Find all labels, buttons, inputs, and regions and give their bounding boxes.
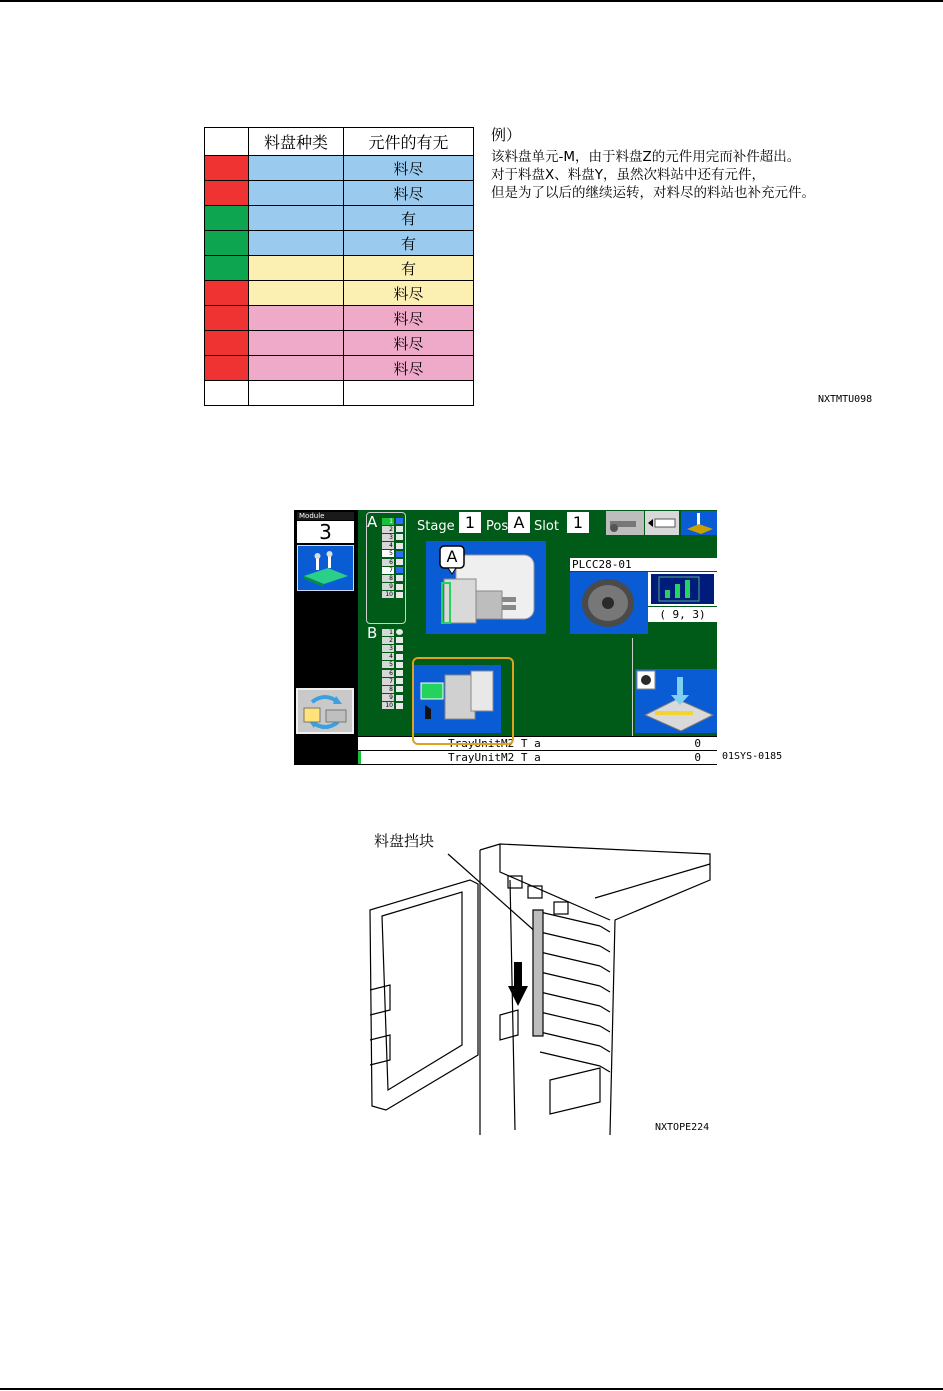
- status-color-cell: [205, 256, 249, 281]
- group-a-slots: [382, 517, 416, 599]
- tray-unit-panel[interactable]: [426, 541, 546, 634]
- component-presence-cell: 有: [344, 256, 474, 281]
- tray-coords: ( 9, 3): [648, 607, 717, 622]
- tray-mode-icon[interactable]: [645, 511, 679, 535]
- component-presence-cell: 有: [344, 206, 474, 231]
- example-line-3: 但是为了以后的继续运转，对料尽的料站也补充元件。: [491, 185, 815, 201]
- table-row: [205, 281, 474, 306]
- figure-code-drawing: NXTOPE224: [655, 1122, 710, 1133]
- pos-label: Pos: [486, 519, 509, 534]
- slot-b-9[interactable]: 9: [382, 694, 416, 702]
- table-row: [205, 356, 474, 381]
- tray-stopper-drawing: [360, 840, 720, 1140]
- tray-type-cell: [249, 231, 344, 256]
- status-color-cell: [205, 156, 249, 181]
- feeder-mode-icon[interactable]: [606, 511, 644, 535]
- status-color-cell: [205, 381, 249, 406]
- slot-a-9[interactable]: 9: [382, 583, 416, 591]
- example-heading: 例）: [491, 126, 522, 144]
- component-presence-cell: 有: [344, 231, 474, 256]
- example-line-1: 该料盘单元-M，由于料盘Z的元件用完而补件超出。: [491, 149, 801, 165]
- status-row-2-marker: [358, 751, 361, 764]
- component-presence-cell: 料尽: [344, 356, 474, 381]
- module-label: Module: [297, 512, 354, 520]
- example-text: [491, 126, 815, 202]
- tray-unit-icon[interactable]: [297, 545, 354, 591]
- status-row-2[interactable]: [358, 750, 717, 764]
- tray-map-icon: [651, 574, 714, 604]
- slot-a-7[interactable]: 7: [382, 566, 416, 574]
- component-presence-cell: 料尽: [344, 281, 474, 306]
- tray-stopper-callout: 料盘挡块: [374, 832, 435, 850]
- slot-a-8[interactable]: 8: [382, 574, 416, 582]
- status-row-2-qty: 0: [694, 751, 701, 764]
- part-reel-icon: [570, 572, 648, 634]
- slot-b-3[interactable]: 3: [382, 644, 416, 652]
- slot-b-4[interactable]: 4: [382, 653, 416, 661]
- table-header-row: [205, 128, 474, 156]
- header-component-presence: 元件的有无: [344, 128, 474, 156]
- component-presence-cell: 料尽: [344, 156, 474, 181]
- cycle-icon[interactable]: [296, 688, 354, 734]
- component-presence-cell: [344, 381, 474, 406]
- tray-type-cell: [249, 331, 344, 356]
- tray-type-cell: [249, 356, 344, 381]
- tray-type-cell: [249, 306, 344, 331]
- status-color-cell: [205, 331, 249, 356]
- module-number[interactable]: 3: [297, 521, 354, 543]
- status-row-2-name: TrayUnitM2 T a: [448, 751, 541, 764]
- part-name: PLCC28-01: [570, 558, 717, 571]
- component-presence-cell: 料尽: [344, 331, 474, 356]
- slot-value[interactable]: 1: [567, 512, 589, 533]
- slot-a-5[interactable]: 5: [382, 550, 416, 558]
- table-row: [205, 306, 474, 331]
- slot-a-1[interactable]: 1: [382, 517, 416, 525]
- slot-b-5[interactable]: 5: [382, 661, 416, 669]
- table-row: [205, 381, 474, 406]
- slot-a-3[interactable]: 3: [382, 533, 416, 541]
- header-color: [205, 128, 249, 156]
- example-line-2: 对于料盘X、料盘Y，虽然次料站中还有元件，: [491, 167, 765, 183]
- slot-b-1[interactable]: 1: [382, 628, 416, 636]
- tray-pickup-panel[interactable]: [635, 669, 717, 733]
- status-color-cell: [205, 306, 249, 331]
- table-row: [205, 256, 474, 281]
- status-color-cell: [205, 206, 249, 231]
- bottom-rule: [0, 1388, 943, 1390]
- slot-a-2[interactable]: 2: [382, 525, 416, 533]
- component-presence-cell: 料尽: [344, 306, 474, 331]
- slot-b-10[interactable]: 10: [382, 702, 416, 710]
- group-b-slots: [382, 628, 416, 710]
- slot-b-2[interactable]: 2: [382, 636, 416, 644]
- table-row: [205, 156, 474, 181]
- slot-a-4[interactable]: 4: [382, 542, 416, 550]
- top-rule: [0, 0, 943, 2]
- pickup-mode-icon[interactable]: [681, 511, 717, 535]
- table-row: [205, 181, 474, 206]
- group-b-label: B: [367, 624, 378, 642]
- tray-type-cell: [249, 206, 344, 231]
- tray-status-table: [204, 127, 474, 406]
- status-row-1-qty: 0: [694, 737, 701, 750]
- component-presence-cell: 料尽: [344, 181, 474, 206]
- tray-type-cell: [249, 256, 344, 281]
- table-row: [205, 331, 474, 356]
- table-row: [205, 231, 474, 256]
- panel-letter: A: [446, 547, 458, 566]
- header-tray-type: 料盘种类: [249, 128, 344, 156]
- status-color-cell: [205, 181, 249, 206]
- group-a-label: A: [367, 513, 378, 531]
- slot-a-10[interactable]: 10: [382, 591, 416, 599]
- slot-b-8[interactable]: 8: [382, 685, 416, 693]
- table-row: [205, 206, 474, 231]
- pos-value[interactable]: A: [508, 512, 530, 533]
- tray-type-cell: [249, 156, 344, 181]
- status-color-cell: [205, 231, 249, 256]
- figure-code-table: NXTMTU098: [818, 394, 873, 405]
- slot-b-6[interactable]: 6: [382, 669, 416, 677]
- tray-type-cell: [249, 381, 344, 406]
- status-row-1-name: TrayUnitM2 T a: [448, 737, 541, 750]
- divider: [632, 638, 633, 736]
- slot-label: Slot: [534, 519, 559, 534]
- status-color-cell: [205, 356, 249, 381]
- stage-value[interactable]: 1: [459, 512, 481, 533]
- slot-a-6[interactable]: 6: [382, 558, 416, 566]
- stage-label: Stage: [417, 519, 455, 534]
- module-sidebar: [294, 510, 356, 736]
- figure-code-screen: 01SYS-0185: [722, 751, 783, 762]
- slot-b-7[interactable]: 7: [382, 677, 416, 685]
- replenish-highlight: [412, 657, 514, 745]
- tray-type-cell: [249, 281, 344, 306]
- tray-map-box[interactable]: [648, 572, 717, 606]
- tray-type-cell: [249, 181, 344, 206]
- status-color-cell: [205, 281, 249, 306]
